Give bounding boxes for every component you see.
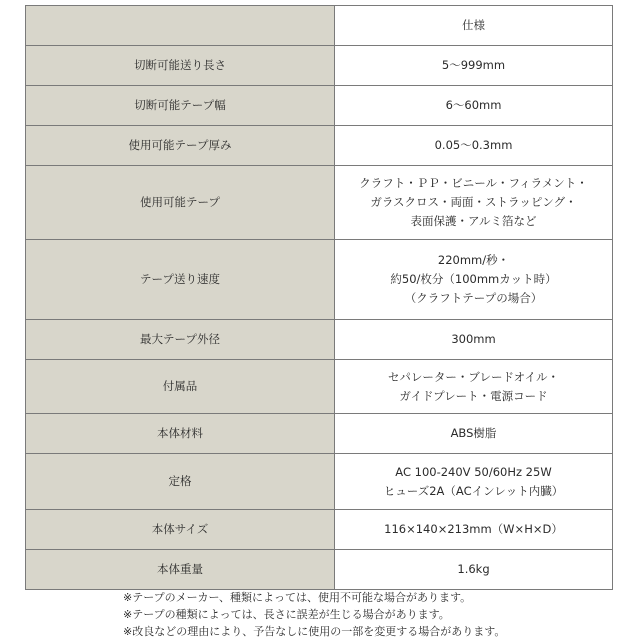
row-value-line: ガイドプレート・電源コード (399, 388, 548, 403)
row-value (335, 320, 613, 360)
row-value (335, 550, 613, 590)
row-value (335, 86, 613, 126)
row-value-line: ABS樹脂 (450, 426, 497, 440)
table-row (26, 46, 613, 86)
footnote: ※改良などの理由により、予告なしに使用の一部を変更する場合があります。 (123, 625, 506, 638)
row-value (335, 46, 613, 86)
spec-table (25, 5, 613, 590)
row-label: 本体サイズ (26, 510, 335, 550)
row-value (335, 510, 613, 550)
row-value-line: （クラフトテープの場合） (404, 291, 543, 305)
table-row (26, 550, 613, 590)
table-row (26, 414, 613, 454)
table-row (26, 320, 613, 360)
row-value (335, 166, 613, 240)
table-row (26, 166, 613, 240)
table-header-row (26, 6, 613, 46)
row-label: 付属品 (26, 360, 335, 414)
table-row (26, 454, 613, 510)
table-row (26, 86, 613, 126)
row-value-line: 116×140×213mm（W×H×D） (384, 522, 563, 536)
row-label: 切断可能テープ幅 (26, 86, 335, 126)
row-value (335, 360, 613, 414)
table-row (26, 360, 613, 414)
footnote: ※テープのメーカー、種類によっては、使用不可能な場合があります。 (123, 591, 472, 604)
row-value-line: 5～999mm (441, 58, 506, 72)
footnotes (123, 589, 623, 640)
table-row (26, 510, 613, 550)
row-value-line: ガラスクロス・両面・ストラッピング・ (370, 195, 577, 209)
row-value-line: 6～60mm (445, 98, 502, 112)
table-row (26, 240, 613, 320)
row-label: 本体材料 (26, 414, 335, 454)
row-value (335, 126, 613, 166)
row-value-line: 約50/枚分（100mmカット時） (390, 272, 557, 286)
row-value (335, 414, 613, 454)
row-label: 定格 (26, 454, 335, 510)
row-value-line: 表面保護・アルミ箔など (410, 214, 537, 228)
row-label: 本体重量 (26, 550, 335, 590)
row-value-line: 0.05～0.3mm (434, 138, 513, 152)
footnote: ※テープの種類によっては、長さに誤差が生じる場合があります。 (123, 608, 450, 621)
row-value-line: AC 100-240V 50/60Hz 25W (395, 464, 552, 479)
row-label: 使用可能テープ (26, 166, 335, 240)
row-label: 使用可能テープ厚み (26, 126, 335, 166)
row-value (335, 240, 613, 320)
row-value-line: 220mm/秒・ (437, 253, 510, 267)
table-row (26, 126, 613, 166)
row-value-line: 300mm (451, 332, 496, 346)
row-label: 最大テープ外径 (26, 320, 335, 360)
row-label: テープ送り速度 (26, 240, 335, 320)
row-value-line: ヒューズ2A（ACインレット内臓） (383, 483, 564, 498)
header-value-cell: 仕様 (335, 6, 613, 46)
row-value-line: クラフト・ＰＰ・ビニール・フィラメント・ (359, 176, 588, 190)
row-value-line: 1.6kg (457, 562, 490, 576)
header-label-cell (26, 6, 335, 46)
row-label: 切断可能送り長さ (26, 46, 335, 86)
row-value (335, 454, 613, 510)
row-value-line: セパレーター・ブレードオイル・ (387, 369, 560, 384)
